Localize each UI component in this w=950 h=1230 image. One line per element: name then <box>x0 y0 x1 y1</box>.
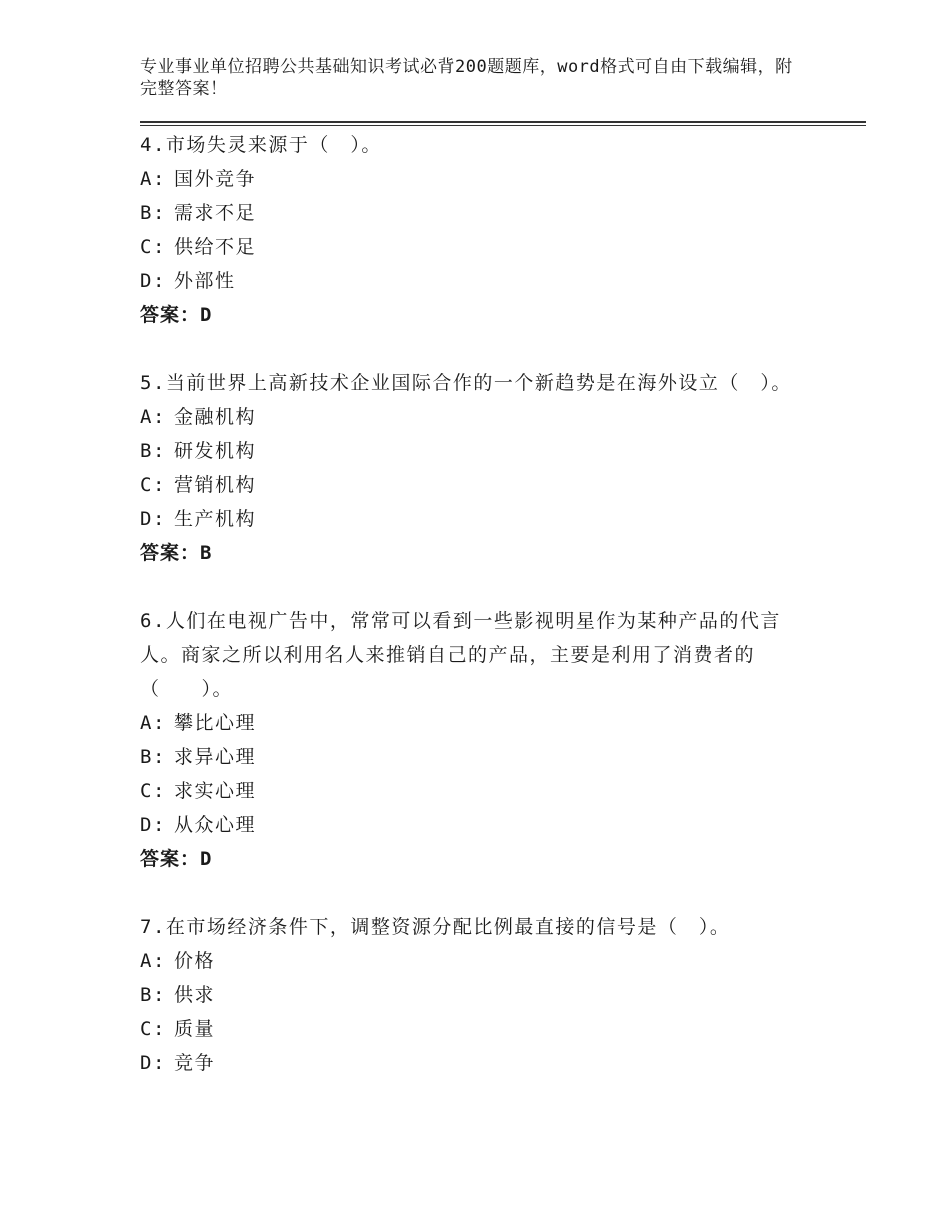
option-text: 研发机构 <box>174 440 257 462</box>
document-header: 专业事业单位招聘公共基础知识考试必背200题题库，word格式可自由下载编辑，附完整答案！ <box>140 57 793 99</box>
option-a <box>140 944 820 978</box>
option-text: 营销机构 <box>174 474 257 496</box>
option-key: A: <box>140 406 166 428</box>
option-key: B: <box>140 440 166 462</box>
option-key: D: <box>140 508 166 530</box>
question-stem: 6.人们在电视广告中，常常可以看到一些影视明星作为某种产品的代言人。商家之所以利用名人来推销自己的产品，主要是利用了消费者的（ ）。 <box>140 610 781 700</box>
option-key: B: <box>140 746 166 768</box>
option-b <box>140 434 820 468</box>
option-a <box>140 400 820 434</box>
question-stem: 4.市场失灵来源于（ ）。 <box>140 134 382 156</box>
option-key: D: <box>140 1052 166 1074</box>
question-7 <box>140 910 820 1080</box>
header-rule-thick <box>140 121 866 123</box>
option-key: C: <box>140 1018 166 1040</box>
option-key: D: <box>140 270 166 292</box>
option-text: 国外竞争 <box>174 168 257 190</box>
option-text: 竞争 <box>174 1052 216 1074</box>
option-d <box>140 264 820 298</box>
option-key: C: <box>140 474 166 496</box>
option-key: D: <box>140 814 166 836</box>
option-key: A: <box>140 168 166 190</box>
option-text: 攀比心理 <box>174 712 257 734</box>
option-key: C: <box>140 780 166 802</box>
option-text: 外部性 <box>174 270 236 292</box>
question-stem: 5.当前世界上高新技术企业国际合作的一个新趋势是在海外设立（ ）。 <box>140 372 792 394</box>
option-text: 金融机构 <box>174 406 257 428</box>
option-text: 供求 <box>174 984 216 1006</box>
option-b <box>140 196 820 230</box>
option-c <box>140 1012 820 1046</box>
answer-line: 答案：D <box>140 304 213 326</box>
option-c <box>140 230 820 264</box>
option-b <box>140 978 820 1012</box>
question-list <box>140 128 820 1114</box>
option-b <box>140 740 820 774</box>
option-text: 求异心理 <box>174 746 257 768</box>
question-5 <box>140 366 820 570</box>
option-key: B: <box>140 202 166 224</box>
option-text: 价格 <box>174 950 216 972</box>
option-d <box>140 808 820 842</box>
option-a <box>140 706 820 740</box>
option-key: A: <box>140 950 166 972</box>
option-text: 从众心理 <box>174 814 257 836</box>
answer-line: 答案：D <box>140 848 213 870</box>
option-text: 质量 <box>174 1018 216 1040</box>
option-c <box>140 468 820 502</box>
option-key: C: <box>140 236 166 258</box>
question-stem: 7.在市场经济条件下，调整资源分配比例最直接的信号是（ ）。 <box>140 916 731 938</box>
option-key: B: <box>140 984 166 1006</box>
question-4 <box>140 128 820 332</box>
option-text: 供给不足 <box>174 236 257 258</box>
option-d <box>140 502 820 536</box>
option-c <box>140 774 820 808</box>
option-d <box>140 1046 820 1080</box>
option-text: 需求不足 <box>174 202 257 224</box>
header-rule-thin <box>140 125 866 126</box>
option-text: 生产机构 <box>174 508 257 530</box>
option-key: A: <box>140 712 166 734</box>
answer-line: 答案：B <box>140 542 213 564</box>
option-text: 求实心理 <box>174 780 257 802</box>
option-a <box>140 162 820 196</box>
question-6 <box>140 604 820 876</box>
